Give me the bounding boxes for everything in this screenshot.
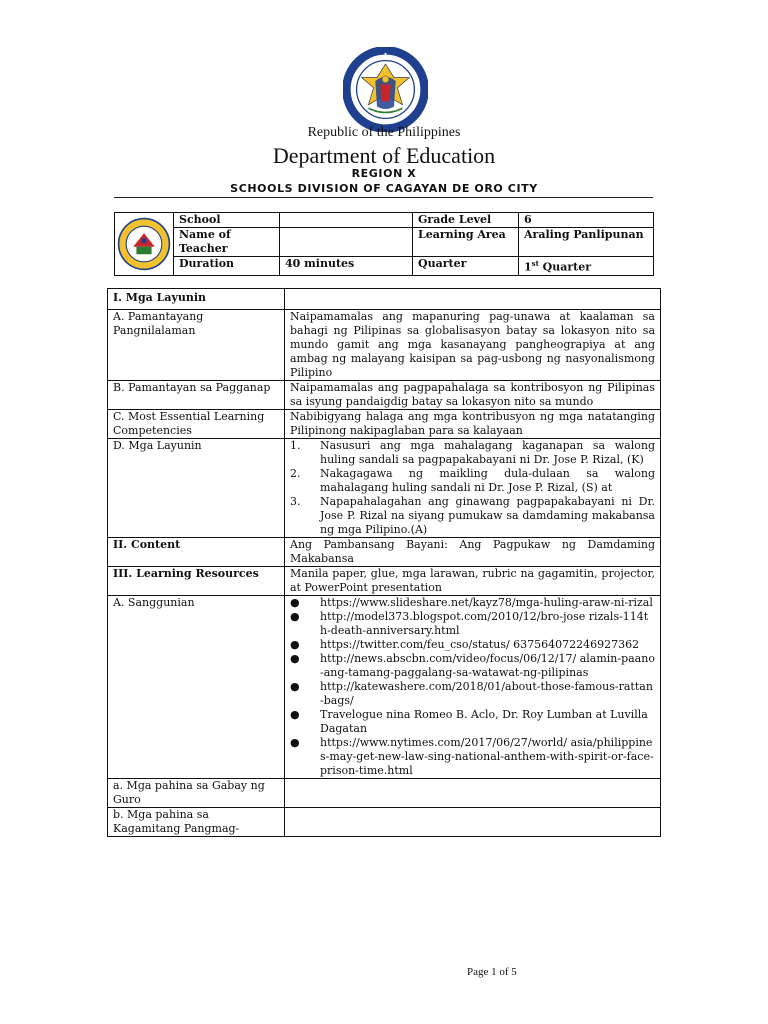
duration-value: 40 minutes (280, 257, 413, 276)
bullet-icon: ● (290, 708, 300, 721)
bullet-icon: ● (290, 736, 300, 749)
republic-heading: Republic of the Philippines (307, 125, 461, 140)
bullet-icon: ● (290, 638, 300, 651)
list-item: 2. Nakagagawa ng maikling dula-dulaan sa walong mahalagang huling sandali ni Dr. Jose P. Rizal, (S) at (290, 467, 655, 494)
objectives-list (290, 439, 655, 537)
list-item: 3. Napapahalagahan ang ginawang pagpapakabayani ni Dr. Jose P. Rizal na siyang pumukaw sa damdaming makabansa ng mga Pilipino.(A) (290, 495, 655, 536)
gabay-guro-value (285, 779, 661, 808)
region-heading: REGION X (351, 167, 417, 180)
bullet-icon: ● (290, 596, 300, 609)
list-item: ● https://twitter.com/feu_cso/status/ 637564072246927362 (290, 638, 640, 651)
lesson-info-table (114, 212, 654, 276)
list-item: ● http://katewashere.com/2018/01/about-those-famous-rattan-bags/ (290, 680, 653, 707)
references-list (290, 596, 655, 778)
learning-area-value: Araling Panlipunan (519, 228, 654, 257)
kagamitan-value (285, 808, 661, 837)
pamantayan-pagganap-text: Naipamamalas ang pagpapahalaga sa kontribosyon ng Pilipinas sa isyung pandaigdig batay sa lokasyon nito sa mundo (285, 381, 661, 410)
list-item: 1. Nasusuri ang mga mahalagang kaganapan sa walong huling sandali sa pagpapakabayani ni Dr. Jose P. Rizal, (K) (290, 439, 655, 466)
section-mga-layunin-empty (285, 289, 661, 310)
quarter-label: Quarter (413, 257, 519, 276)
division-heading: SCHOOLS DIVISION OF CAGAYAN DE ORO CITY (230, 182, 538, 195)
objectives-cell (285, 439, 661, 538)
pamantayang-pangnilalaman-text: Naipamamalas ang mapanuring pag-unawa at kaalaman sa bahagi ng Pilipinas sa globalisasyon batay sa lokasyon nito sa mundo gamit ang mga kasanayang pangheograpiya at ang ambag ng malayang kaisipan sa pag-usbong ng nasyonalismong Pilipino (285, 310, 661, 381)
division-logo-cell (115, 213, 174, 276)
teacher-label: Name of Teacher (174, 228, 280, 257)
grade-level-label: Grade Level (413, 213, 519, 228)
melc-label: C. Most Essential Learning Competencies (108, 410, 285, 439)
section-content-label: II. Content (108, 538, 285, 567)
list-item: ● http://model373.blogspot.com/2010/12/bro-jose rizals-114th-death-anniversary.html (290, 610, 649, 637)
department-heading: Department of Education (272, 143, 496, 168)
learning-resources-text: Manila paper, glue, mga larawan, rubric na gagamitin, projector, at PowerPoint presentation (285, 567, 661, 596)
melc-text: Nabibigyang halaga ang mga kontribusyon ng mga natatanging Pilipinong nakipaglaban para sa kalayaan (285, 410, 661, 439)
kagamitan-label: b. Mga pahina sa Kagamitang Pangmag- (108, 808, 285, 837)
lesson-plan-table (107, 288, 661, 837)
deped-seal-logo (343, 47, 428, 132)
school-label: School (174, 213, 280, 228)
pamantayang-pangnilalaman-label: A. Pamantayang Pangnilalaman (108, 310, 285, 381)
bullet-icon: ● (290, 680, 300, 693)
gabay-guro-label: a. Mga pahina sa Gabay ng Guro (108, 779, 285, 808)
list-item: ● https://www.nytimes.com/2017/06/27/world/ asia/philippines-may-get-new-law-sing-national-anthem-with-spirit-or-face-prison-time.html (290, 736, 654, 777)
list-item: ● http://news.abscbn.com/video/focus/06/12/17/ alamin-paano-ang-tamang-paggalang-sa-watawat-ng-pilipinas (290, 652, 655, 679)
section-mga-layunin: I. Mga Layunin (108, 289, 285, 310)
quarter-value: 1st Quarter (519, 257, 654, 276)
list-item: ● https://www.slideshare.net/kayz78/mga-huling-araw-ni-rizal (290, 596, 653, 609)
mga-layunin-label: D. Mga Layunin (108, 439, 285, 538)
page-number: Page 1 of 5 (467, 966, 517, 978)
section-learning-resources-label: III. Learning Resources (108, 567, 285, 596)
school-value (280, 213, 413, 228)
sanggunian-label: A. Sanggunian (108, 596, 285, 779)
learning-area-label: Learning Area (413, 228, 519, 257)
pamantayan-pagganap-label: B. Pamantayan sa Pagganap (108, 381, 285, 410)
division-seal-logo (117, 217, 171, 271)
bullet-icon: ● (290, 652, 300, 665)
duration-label: Duration (174, 257, 280, 276)
teacher-value (280, 228, 413, 257)
bullet-icon: ● (290, 610, 300, 623)
content-text: Ang Pambansang Bayani: Ang Pagpukaw ng Damdaming Makabansa (285, 538, 661, 567)
grade-level-value: 6 (519, 213, 654, 228)
references-cell (285, 596, 661, 779)
list-item: ● Travelogue nina Romeo B. Aclo, Dr. Roy Lumban at Luvilla Dagatan (290, 708, 648, 735)
header-divider (114, 197, 653, 198)
